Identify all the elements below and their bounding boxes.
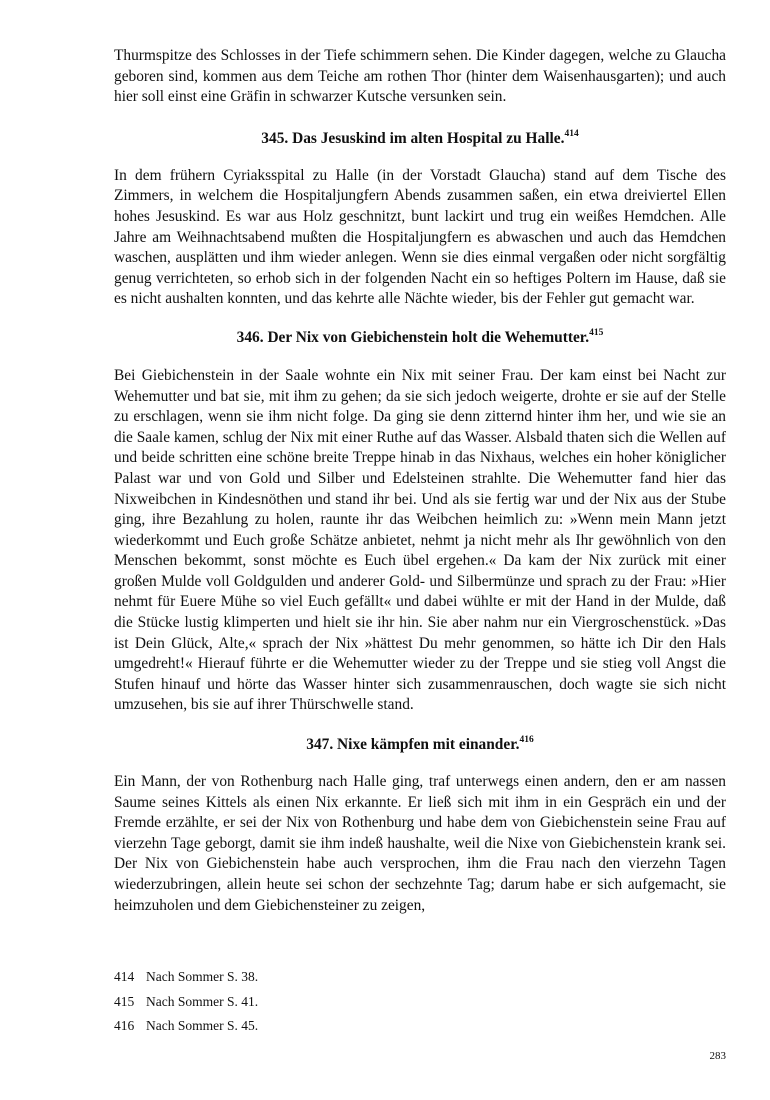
page-content (114, 46, 726, 916)
footnote-ref-415[interactable]: 415 (589, 327, 604, 338)
section-title-text: 347. Nixe kämpfen mit einander. (306, 736, 520, 754)
footnote-414 (114, 965, 726, 990)
section-title-text: 346. Der Nix von Giebichenstein holt die Wehemutter. (236, 328, 590, 346)
page-number: 283 (709, 1050, 726, 1062)
footnote-text: Nach Sommer S. 45. (146, 1018, 259, 1033)
section-text-347: Ein Mann, der von Rothenburg nach Halle ging, traf unterwegs einen andern, den er am nassen Saume seines Kittels als einen Nix erkannte. Er ließ sich mit ihm in ein Gespräch ein und der Fremde erzählte, er sei der Nix von Rothenburg und habe dem von Giebichenstein seine Frau auf vierzehn Tage geborgt, damit sie ihm indeß haushalte, weil die Nixe von Giebichenstein krank sei. Der Nix von Giebichenstein habe auch versprochen, ihm die Frau nach den vierzehn Tagen wiederzubringen, allein heute sei schon der sechzehnte Tag; darum habe er sich aufgemacht, sie heimzuholen und dem Giebichensteiner zu zeigen, (114, 773, 726, 914)
section-title-347 (114, 735, 726, 755)
footnote-ref-414[interactable]: 414 (564, 128, 579, 139)
footnote-416 (114, 1014, 726, 1039)
footnotes (114, 965, 726, 1039)
footnote-ref-416[interactable]: 416 (519, 734, 534, 745)
intro-paragraph: Thurmspitze des Schlosses in der Tiefe schimmern sehen. Die Kinder dagegen, welche zu Glaucha geboren sind, kommen aus dem Teiche am rothen Thor (hinter dem Waisenhausgarten); und auch hier soll einst eine Gräfin in schwarzer Kutsche versunken sein. (114, 47, 726, 106)
footnote-text: Nach Sommer S. 41. (146, 993, 259, 1009)
footnote-415 (114, 990, 726, 1015)
section-title-346 (114, 328, 726, 348)
footnote-number: 414 (114, 969, 135, 984)
footnote-text: Nach Sommer S. 38. (146, 969, 259, 984)
section-title-345 (114, 129, 726, 149)
section-text-346: Bei Giebichenstein in der Saale wohnte ein Nix mit seiner Frau. Der kam einst bei Nacht zur Wehemutter und bat sie, mit ihm zu gehen; da sie sich jedoch weigerte, drohte er sie auf der Stelle zu erschlagen, wenn sie ihm nicht folge. Da ging sie denn zitternd hinter ihm her, und wie sie an die Saale kamen, schlug der Nix mit einer Ruthe auf das Wasser. Alsbald thaten sich die Wellen auf und beide schritten eine schöne breite Treppe hinab in das Nixhaus, welches ein hoher königlicher Palast war und von Gold und Silber und Edelsteinen strahlte. Die Wehemutter fand hier das Nixweibchen in Kindesnöthen und stand ihr bei. Und als sie fertig war und der Nix aus der Stube ging, ihre Bezahlung zu holen, raunte ihr das Weibchen heimlich zu: »Wenn mein Mann jetzt wiederkommt und Euch große Schätze anbietet, nehmt ja nicht mehr als Ihr gewöhnlich von den Menschen bekommt, sonst möchte es Euch übel ergehen.« Da kam der Nix zurück mit einer großen Mulde voll Goldgulden und anderer Gold- und Silbermünze und sprach zu der Frau: »Hier nehmt für Euere Mühe so viel Euch gefällt« und dabei wühlte er mit der Hand in der Mulde, daß die Stücke lustig klimperten und hielt sie ihr hin. Sie aber nahm nur ein Viergroschenstück. »Das ist Dein Glück, Alte,« sprach der Nix »hättest Du mehr genommen, so hätte ich Dir den Hals umgedreht!« Hierauf führte er die Wehemutter wieder zu der Treppe und sie stieg voll Angst die Stufen hinauf und hörte das Wasser hinter sich zusammenrauschen, doch wagte sie sich nicht umzusehen, bis sie auf ihrer Thürschwelle stand. (114, 366, 726, 714)
section-title-text: 345. Das Jesuskind im alten Hospital zu Halle. (261, 129, 565, 147)
section-text-345: In dem frühern Cyriaksspital zu Halle (in der Vorstadt Glaucha) stand auf dem Tische des Zimmers, in welchem die Hospitaljungfern Abends zusammen saßen, ein etwa dreiviertel Ellen hohes Jesuskind. Es war aus Holz geschnitzt, bunt lackirt und trug ein weißes Hemdchen. Alle Jahre am Weihnachtsabend mußten die Hospitaljungfern es abwaschen und auch das Hemdchen waschen, ausplätten und ihm wieder anlegen. Wenn sie dies einmal vergaßen oder nicht sorgfältig genug verrichteten, so erhob sich in der folgenden Nacht ein so heftiges Poltern im Hause, daß sie es nicht aushalten konnten, und das kehrte alle Nächte wieder, bis der Fehler gut gemacht war. (114, 166, 726, 308)
footnote-number: 416 (114, 1018, 135, 1033)
footnote-number: 415 (114, 993, 135, 1009)
